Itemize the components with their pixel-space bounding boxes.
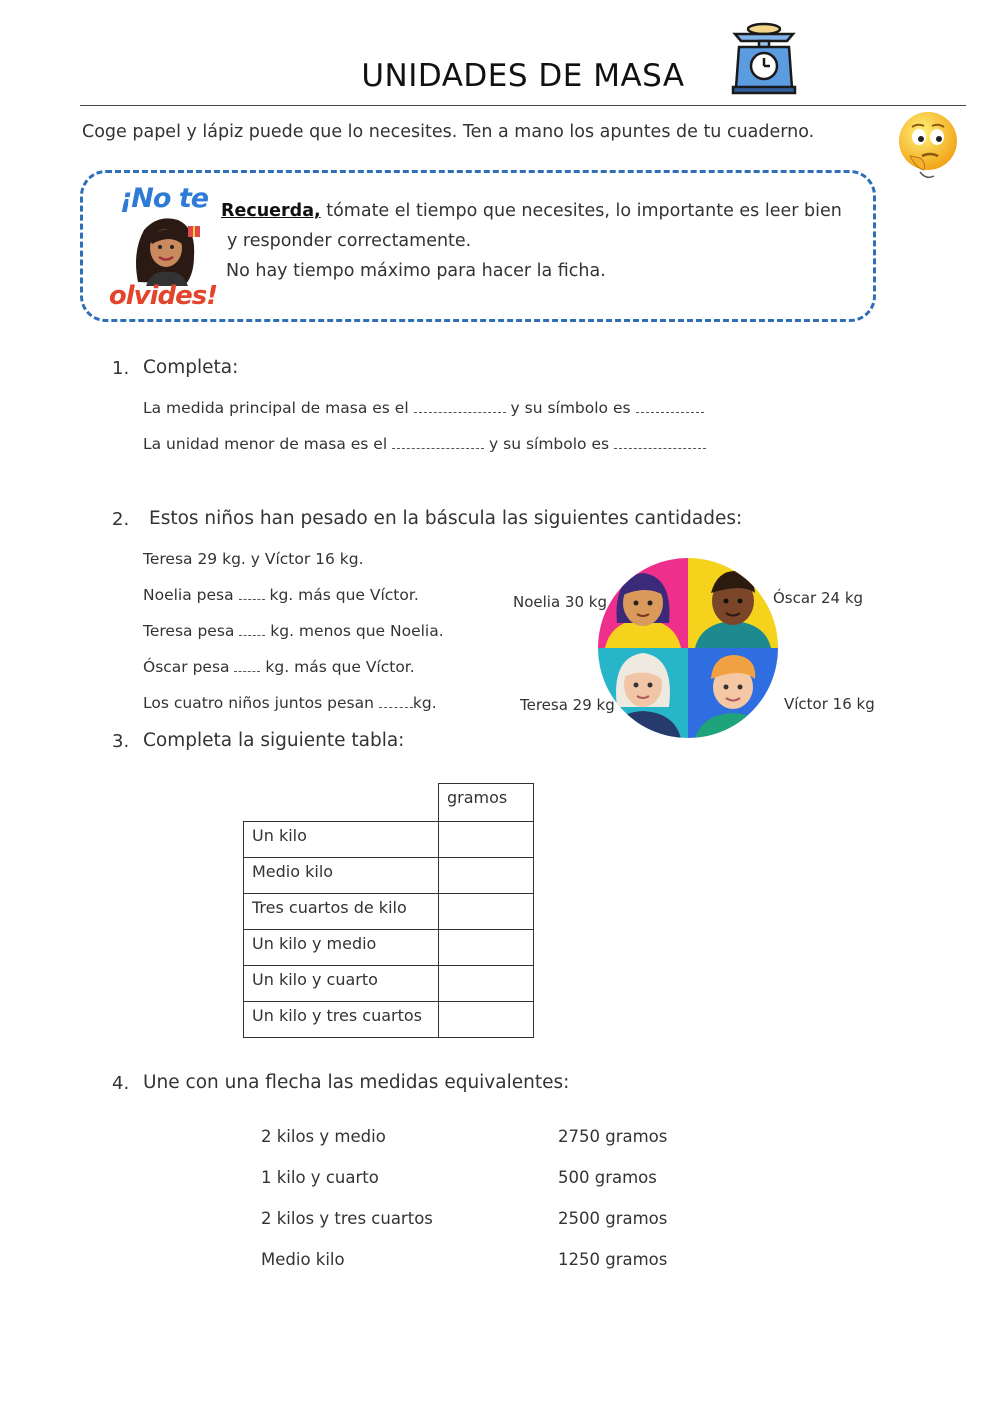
reminder-line-3: No hay tiempo máximo para hacer la ficha. — [226, 261, 606, 281]
reminder-bold: Recuerda, — [221, 201, 321, 221]
q1-line-1 — [143, 399, 704, 417]
match-left-item[interactable]: 1 kilo y cuarto — [261, 1168, 379, 1187]
kitchen-scale-icon — [731, 21, 797, 95]
answer-blank[interactable] — [379, 695, 413, 708]
q2-line-2a: Teresa pesa — [143, 622, 235, 640]
table-answer-cell[interactable] — [439, 822, 534, 858]
q1-line-2a: La unidad menor de masa es el — [143, 435, 388, 453]
reminder-line-2: y responder correctamente. — [227, 231, 472, 251]
label-oscar: Óscar 24 kg — [773, 589, 864, 607]
table-row — [244, 930, 534, 966]
label-teresa: Teresa 29 kg — [520, 696, 615, 714]
table-answer-cell[interactable] — [439, 1002, 534, 1038]
match-right-item[interactable]: 2750 gramos — [558, 1127, 668, 1146]
children-circle-illustration — [597, 557, 779, 739]
label-noelia: Noelia 30 kg — [513, 593, 607, 611]
q2-line-1 — [143, 586, 419, 604]
header-divider — [80, 105, 966, 106]
table-header-gramos: gramos — [439, 784, 534, 822]
match-right-item[interactable]: 2500 gramos — [558, 1209, 668, 1228]
table-row — [244, 858, 534, 894]
table-row-label: Un kilo y cuarto — [244, 966, 439, 1002]
match-left-item[interactable]: 2 kilos y tres cuartos — [261, 1209, 433, 1228]
table-row — [244, 822, 534, 858]
badge-bottom-text: olvides! — [108, 281, 218, 311]
q2-line-3b: kg. más que Víctor. — [265, 658, 415, 676]
answer-blank[interactable] — [392, 436, 484, 449]
table-answer-cell[interactable] — [439, 966, 534, 1002]
q2-line-0: Teresa 29 kg. y Víctor 16 kg. — [143, 550, 364, 568]
reminder-text — [221, 196, 842, 286]
q4-number: 4. — [112, 1073, 130, 1094]
q1-line-2b: y su símbolo es — [489, 435, 610, 453]
q2-line-1b: kg. más que Víctor. — [269, 586, 419, 604]
answer-blank[interactable] — [239, 587, 265, 600]
q1-title: Completa: — [143, 357, 239, 378]
q2-line-3a: Óscar pesa — [143, 658, 230, 676]
q4-title: Une con una flecha las medidas equivalentes: — [143, 1072, 570, 1093]
table-row-label: Tres cuartos de kilo — [244, 894, 439, 930]
table-row-label: Medio kilo — [244, 858, 439, 894]
thinking-emoji-icon — [896, 110, 962, 182]
table-answer-cell[interactable] — [439, 894, 534, 930]
girl-avatar-icon — [124, 212, 212, 286]
table-row — [244, 1002, 534, 1038]
table-row-label: Un kilo y tres cuartos — [244, 1002, 439, 1038]
q3-title: Completa la siguiente tabla: — [143, 730, 405, 751]
match-right-item[interactable]: 500 gramos — [558, 1168, 657, 1187]
mass-table — [243, 783, 534, 1038]
q2-line-3 — [143, 658, 415, 676]
label-victor: Víctor 16 kg — [784, 695, 875, 713]
q2-line-4a: Los cuatro niños juntos pesan — [143, 694, 374, 712]
q2-line-1a: Noelia pesa — [143, 586, 234, 604]
match-left-item[interactable]: Medio kilo — [261, 1250, 345, 1269]
page-title: UNIDADES DE MASA — [361, 58, 685, 94]
q2-line-2 — [143, 622, 444, 640]
table-row — [244, 894, 534, 930]
table-corner-cell — [244, 784, 439, 822]
table-row-label: Un kilo y medio — [244, 930, 439, 966]
reminder-line-1: tómate el tiempo que necesites, lo importante es leer bien — [320, 201, 842, 221]
q1-number: 1. — [112, 358, 130, 379]
badge-top-text: ¡No te — [119, 183, 209, 214]
answer-blank[interactable] — [414, 400, 506, 413]
q2-number: 2. — [112, 509, 130, 530]
match-left-item[interactable]: 2 kilos y medio — [261, 1127, 386, 1146]
table-answer-cell[interactable] — [439, 858, 534, 894]
table-row-label: Un kilo — [244, 822, 439, 858]
q2-line-4b: kg. — [412, 694, 437, 712]
match-right-item[interactable]: 1250 gramos — [558, 1250, 668, 1269]
intro-text: Coge papel y lápiz puede que lo necesites. Ten a mano los apuntes de tu cuaderno. — [82, 122, 815, 142]
answer-blank[interactable] — [239, 623, 265, 636]
q3-number: 3. — [112, 731, 130, 752]
q1-line-1a: La medida principal de masa es el — [143, 399, 409, 417]
q2-line-2b: kg. menos que Noelia. — [270, 622, 444, 640]
table-answer-cell[interactable] — [439, 930, 534, 966]
q2-line-4 — [143, 694, 437, 712]
table-row — [244, 966, 534, 1002]
q2-title: Estos niños han pesado en la báscula las siguientes cantidades: — [149, 508, 743, 529]
q1-line-2 — [143, 435, 706, 453]
answer-blank[interactable] — [234, 659, 260, 672]
q1-line-1b: y su símbolo es — [510, 399, 631, 417]
answer-blank[interactable] — [614, 436, 706, 449]
answer-blank[interactable] — [636, 400, 704, 413]
